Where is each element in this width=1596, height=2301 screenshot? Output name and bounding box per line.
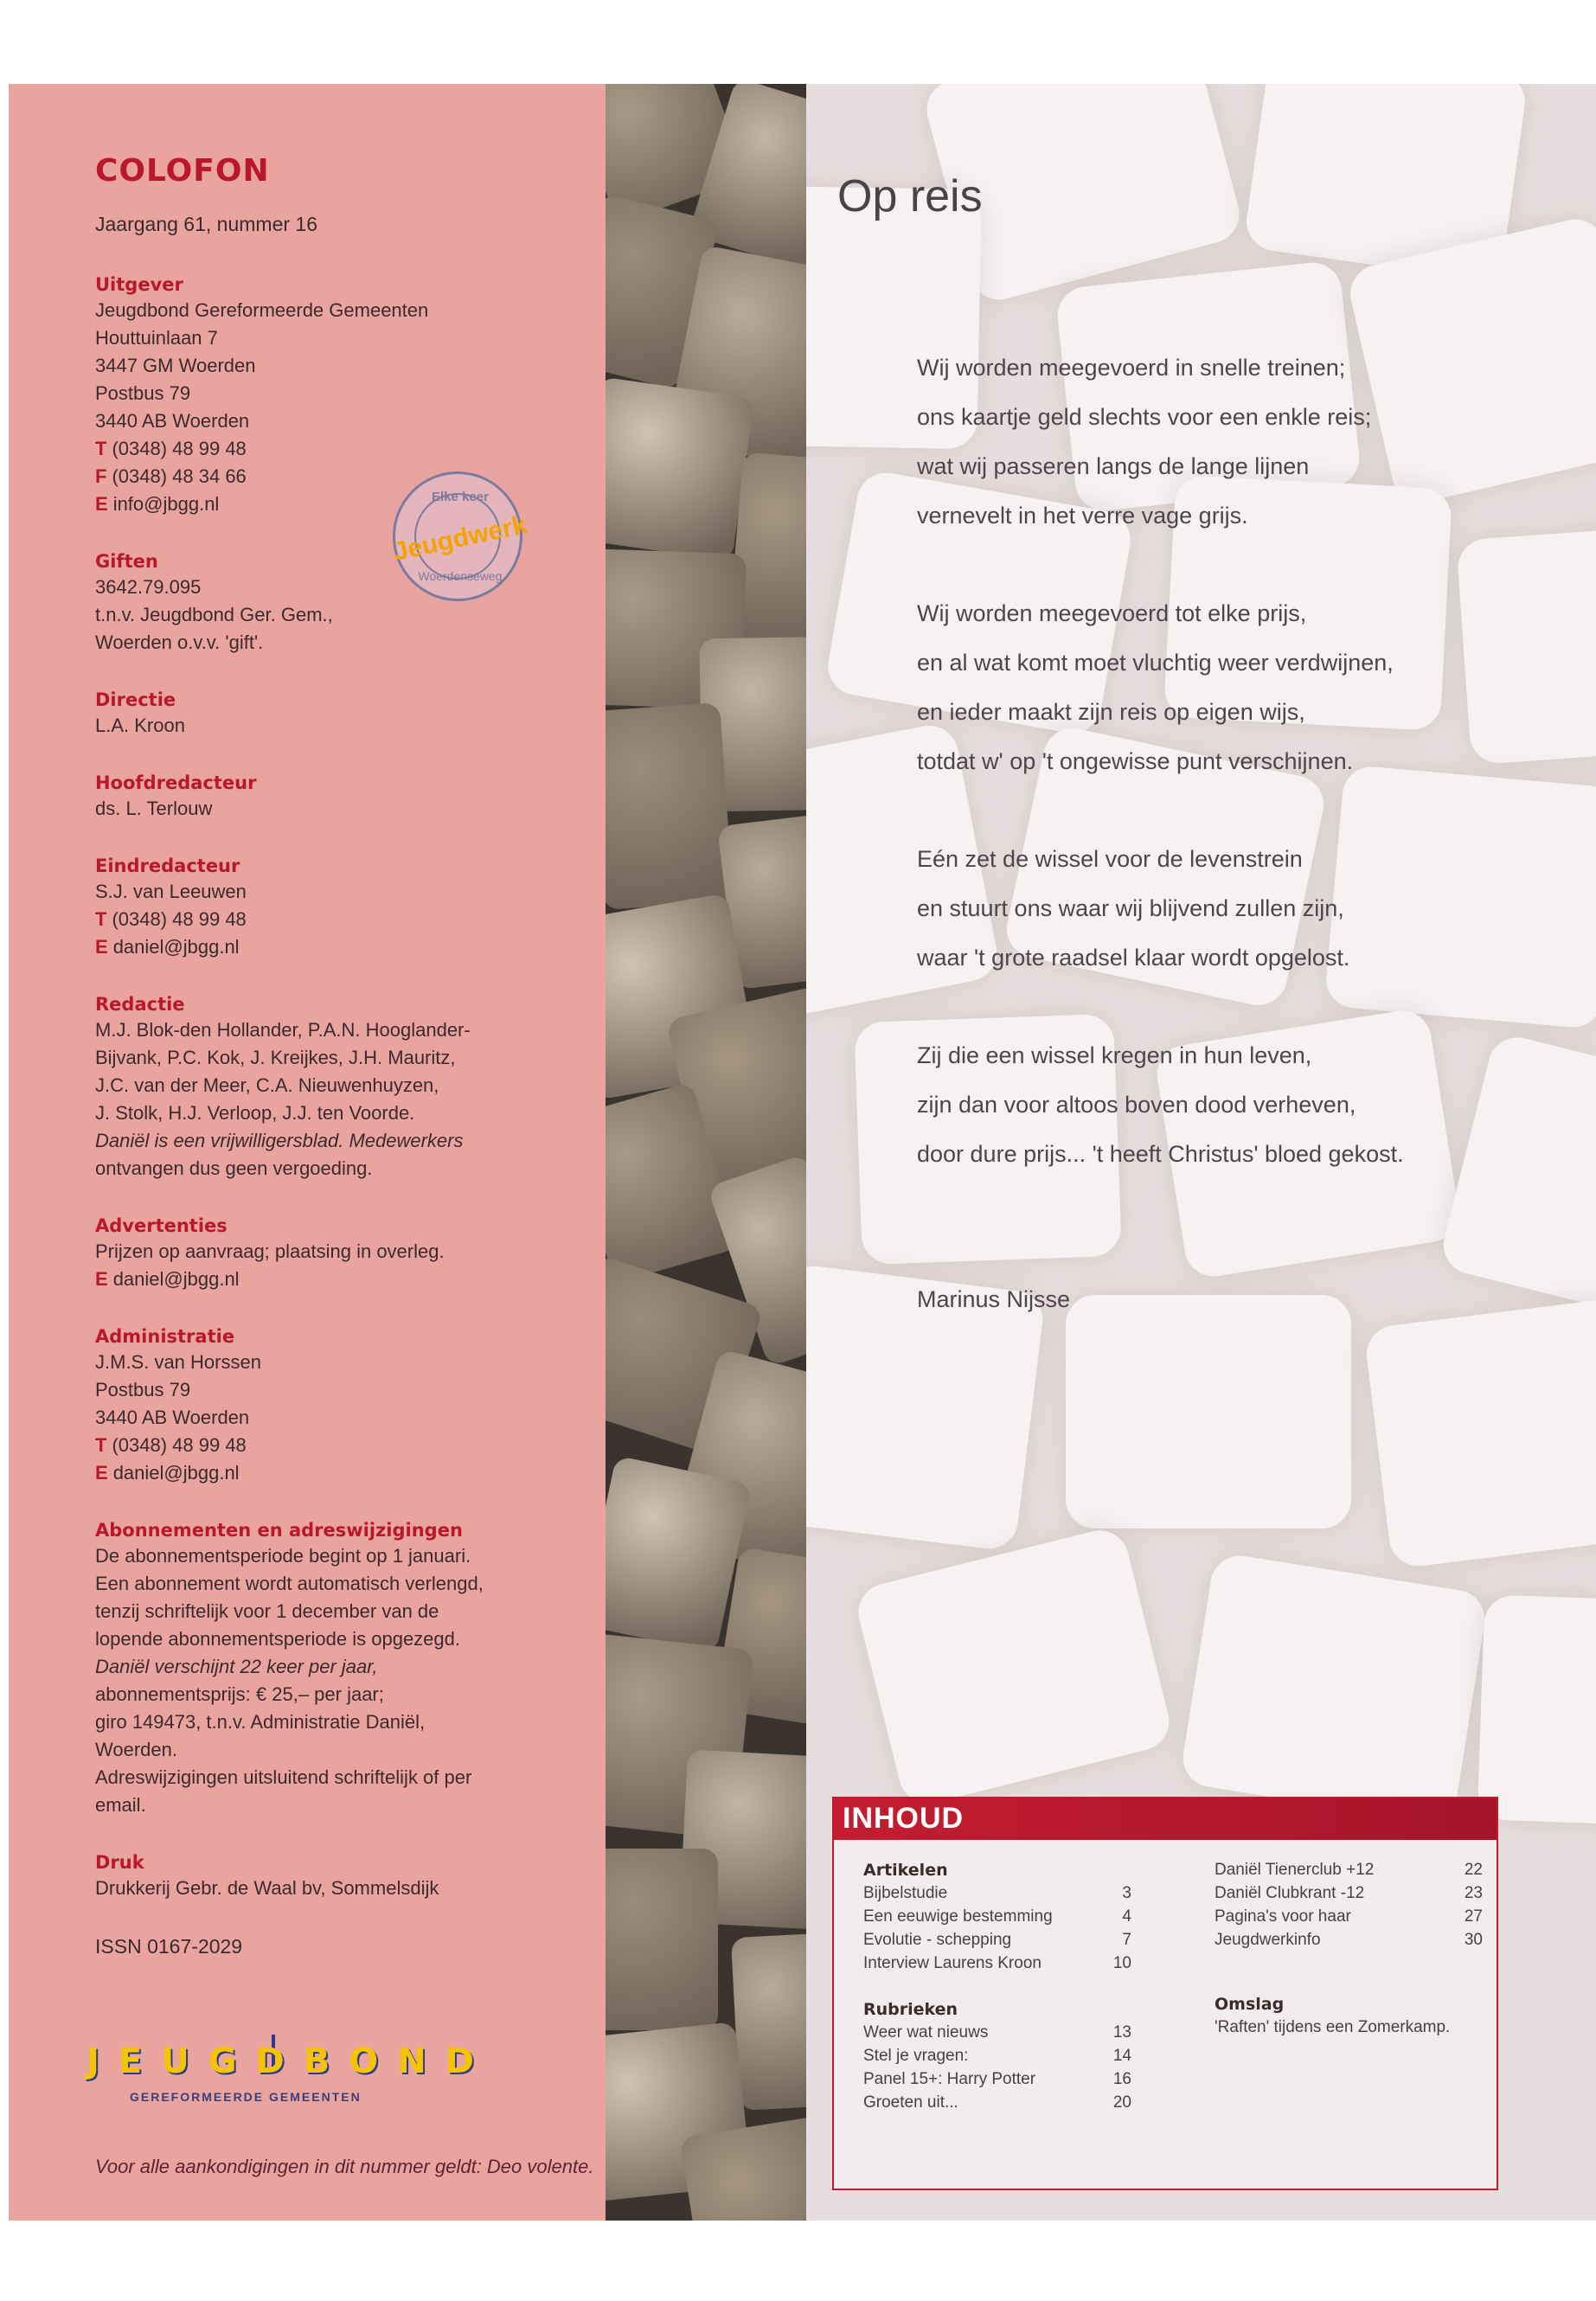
section-heading: Giften — [95, 551, 158, 572]
section-line — [95, 1127, 571, 1155]
line-text: Bijvank, P.C. Kok, J. Kreijkes, J.H. Mauritz, — [95, 1047, 456, 1068]
section-line — [95, 297, 571, 324]
toc-entry-page: 16 — [1112, 2070, 1131, 2088]
section-line — [95, 795, 571, 823]
toc-entry — [1215, 1884, 1483, 1907]
toc-entry — [863, 1954, 1131, 1977]
section-line — [95, 1155, 571, 1183]
section-line — [95, 1791, 571, 1819]
line-text: M.J. Blok-den Hollander, P.A.N. Hooglander- — [95, 1019, 471, 1041]
section-line — [95, 407, 571, 435]
line-text: t.n.v. Jeugdbond Ger. Gem., — [95, 604, 333, 625]
contact-prefix: F — [95, 465, 107, 487]
toc-entry-page: 4 — [1122, 1907, 1131, 1926]
poem-line: waar 't grote raadsel klaar wordt opgelost. — [917, 945, 1350, 971]
poem-line: ons kaartje geld slechts voor een enkle reis; — [917, 404, 1372, 430]
section-line — [95, 1238, 571, 1266]
toc-entry-title: Een eeuwige bestemming — [863, 1907, 1053, 1926]
table-of-contents — [832, 1797, 1498, 2190]
contact-prefix: E — [95, 493, 108, 515]
toc-entry-page: 10 — [1112, 1954, 1131, 1972]
line-text: Postbus 79 — [95, 382, 191, 404]
inhoud-title: INHOUD — [834, 1798, 1497, 1840]
section-heading: Abonnementen en adreswijzigingen — [95, 1520, 463, 1541]
line-text: Woerden. — [95, 1739, 177, 1760]
granite-stone — [606, 1849, 718, 2030]
granite-stone — [606, 376, 754, 561]
jeugdwerk-stamp-logo — [390, 471, 529, 601]
rubrieken-heading: Rubrieken — [863, 2000, 958, 2019]
line-text: Daniël is een vrijwilligersblad. Medewerkers — [95, 1130, 464, 1151]
section-line — [95, 629, 571, 657]
line-text: Prijzen op aanvraag; plaatsing in overleg. — [95, 1240, 445, 1262]
toc-entry-title: Groeten uit... — [863, 2093, 958, 2112]
stamp-ring-top-text: Elke keer — [432, 490, 489, 504]
poem-line: totdat w' op 't ongewisse punt verschijnen. — [917, 748, 1354, 774]
poem-line: Wij worden meegevoerd in snelle treinen; — [917, 355, 1346, 381]
jaargang-line: Jaargang 61, nummer 16 — [95, 213, 317, 235]
section-line — [95, 380, 571, 407]
poem-page — [806, 84, 1596, 2221]
toc-entry — [863, 2093, 1131, 2117]
colofon-section — [95, 856, 571, 961]
section-line — [95, 933, 571, 961]
poem-stanza — [917, 835, 1574, 983]
toc-entry-title: Bijbelstudie — [863, 1884, 948, 1902]
poem-line: en ieder maakt zijn reis op eigen wijs, — [917, 699, 1305, 725]
line-text: giro 149473, t.n.v. Administratie Daniël, — [95, 1711, 426, 1733]
colofon-section — [95, 1852, 571, 1902]
line-text: Houttuinlaan 7 — [95, 327, 218, 349]
granite-stone — [731, 1932, 806, 2111]
poem-line: Eén zet de wissel voor de levenstrein — [917, 846, 1303, 872]
toc-entry-title: Panel 15+: Harry Potter — [863, 2070, 1036, 2088]
line-text: Jeugdbond Gereformeerde Gemeenten — [95, 299, 429, 321]
section-heading: Advertenties — [95, 1215, 228, 1236]
line-text: J. Stolk, H.J. Verloop, J.J. ten Voorde. — [95, 1102, 415, 1124]
logo-subtitle: GEREFORMEERDE GEMEENTEN — [130, 2090, 362, 2104]
toc-entry-title: Weer wat nieuws — [863, 2023, 989, 2041]
section-heading: Administratie — [95, 1326, 235, 1347]
section-line — [95, 906, 571, 933]
line-text: (0348) 48 99 48 — [112, 908, 247, 930]
line-text: 3440 AB Woerden — [95, 410, 250, 432]
contact-prefix: E — [95, 1268, 108, 1290]
toc-entry-title: Pagina's voor haar — [1215, 1907, 1351, 1926]
poem-line: en al wat komt moet vluchtig weer verdwijnen, — [917, 650, 1394, 676]
poem-stanza — [917, 589, 1574, 786]
section-line — [95, 1404, 571, 1432]
stamp-ring-bottom-text: Woerdenseweg — [418, 569, 503, 583]
toc-entry — [1215, 1907, 1483, 1931]
section-line — [95, 435, 571, 463]
line-text: L.A. Kroon — [95, 715, 185, 736]
omslag-text: 'Raften' tijdens een Zomerkamp. — [1215, 2018, 1451, 2036]
colofon-section — [95, 1215, 571, 1293]
stamp-word: Jeugdwerk — [390, 510, 529, 567]
poem-stanza — [917, 343, 1574, 541]
section-line — [95, 1266, 571, 1293]
section-line — [95, 1044, 571, 1072]
poem-title: Op reis — [837, 171, 983, 221]
section-line — [95, 352, 571, 380]
line-text: daniel@jbgg.nl — [112, 1462, 240, 1484]
section-line — [95, 1072, 571, 1099]
stone-photo-strip — [606, 84, 806, 2221]
section-line — [95, 1459, 571, 1487]
poem-stanza — [917, 1031, 1574, 1179]
section-line — [95, 1708, 571, 1736]
toc-entry-page: 23 — [1464, 1884, 1483, 1902]
line-text: J.C. van der Meer, C.A. Nieuwenhuyzen, — [95, 1074, 439, 1096]
toc-entry-page: 30 — [1464, 1931, 1483, 1949]
section-line — [95, 1099, 571, 1127]
section-line — [95, 1542, 571, 1570]
toc-entry — [863, 2023, 1131, 2047]
line-text: 3440 AB Woerden — [95, 1407, 250, 1428]
colofon-title: COLOFON — [95, 153, 270, 189]
section-line — [95, 1764, 571, 1791]
toc-entry — [1215, 1861, 1483, 1884]
toc-entry-page: 22 — [1464, 1861, 1483, 1879]
logo-letters: JEUGDBOND — [87, 2041, 493, 2081]
line-text: daniel@jbgg.nl — [112, 936, 240, 958]
toc-entry — [863, 2047, 1131, 2070]
line-text: ds. L. Terlouw — [95, 798, 213, 819]
toc-entry — [863, 1884, 1131, 1907]
line-text: ontvangen dus geen vergoeding. — [95, 1157, 373, 1179]
line-text: lopende abonnementsperiode is opgezegd. — [95, 1628, 460, 1650]
contact-prefix: E — [95, 936, 108, 958]
colofon-section — [95, 994, 571, 1183]
deo-volente-note: Voor alle aankondigingen in dit nummer geldt: Deo volente. — [95, 2156, 594, 2177]
section-line — [95, 324, 571, 352]
line-text: Drukkerij Gebr. de Waal bv, Sommelsdijk — [95, 1877, 439, 1899]
line-text: Woerden o.v.v. 'gift'. — [95, 631, 264, 653]
line-text: 3447 GM Woerden — [95, 355, 256, 376]
toc-column-left — [863, 1861, 1131, 2117]
section-line — [95, 1653, 571, 1681]
cobblestone — [1179, 1552, 1489, 1826]
toc-entry — [1215, 1931, 1483, 1954]
toc-entry-page: 14 — [1112, 2047, 1131, 2065]
contact-prefix: T — [95, 1434, 107, 1456]
colofon-section — [95, 772, 571, 823]
poem-line: en stuurt ons waar wij blijvend zullen zijn, — [917, 895, 1344, 921]
section-heading: Druk — [95, 1852, 144, 1873]
toc-entry-title: Daniël Tienerclub +12 — [1215, 1861, 1375, 1879]
line-text: (0348) 48 34 66 — [112, 465, 247, 487]
poem-body — [917, 343, 1574, 1227]
toc-entry-page: 20 — [1112, 2093, 1131, 2112]
line-text: Adreswijzigingen uitsluitend schriftelijk of per — [95, 1766, 472, 1788]
contact-prefix: T — [95, 438, 107, 459]
colofon-column — [9, 84, 606, 2221]
line-text: 3642.79.095 — [95, 576, 202, 598]
line-text: S.J. van Leeuwen — [95, 881, 247, 902]
cobblestone — [852, 1524, 1175, 1810]
overig-list — [1215, 1861, 1483, 1954]
poem-line: vernevelt in het verre vage grijs. — [917, 503, 1248, 529]
toc-entry-title: Daniël Clubkrant -12 — [1215, 1884, 1365, 1902]
line-text: info@jbgg.nl — [112, 493, 220, 515]
poem-line: zijn dan voor altoos boven dood verheven, — [917, 1092, 1356, 1118]
artikelen-heading: Artikelen — [863, 1861, 948, 1880]
toc-entry-page: 27 — [1464, 1907, 1483, 1926]
toc-entry — [863, 1907, 1131, 1931]
cobblestone — [1477, 1594, 1596, 1826]
section-line — [95, 1625, 571, 1653]
poem-author: Marinus Nijsse — [917, 1286, 1071, 1312]
issn: ISSN 0167-2029 — [95, 1935, 243, 1958]
section-line — [95, 1432, 571, 1459]
toc-entry-title: Evolutie - schepping — [863, 1931, 1012, 1949]
cobblestone — [1066, 1295, 1351, 1529]
toc-entry — [863, 2070, 1131, 2093]
section-heading: Eindredacteur — [95, 856, 240, 876]
section-heading: Redactie — [95, 994, 185, 1015]
poem-line: Wij worden meegevoerd tot elke prijs, — [917, 600, 1307, 626]
section-heading: Uitgever — [95, 274, 183, 295]
toc-entry — [863, 1931, 1131, 1954]
line-text: tenzij schriftelijk voor 1 december van de — [95, 1600, 439, 1622]
colofon-section — [95, 274, 571, 518]
granite-stone — [606, 702, 734, 910]
line-text: Postbus 79 — [95, 1379, 191, 1400]
line-text: De abonnementsperiode begint op 1 januari. — [95, 1545, 471, 1567]
toc-entry-page: 13 — [1112, 2023, 1131, 2041]
toc-entry-page: 7 — [1122, 1931, 1131, 1949]
section-heading: Directie — [95, 689, 176, 710]
rubrieken-list — [863, 2023, 1131, 2117]
line-text: daniel@jbgg.nl — [112, 1268, 240, 1290]
section-line — [95, 1349, 571, 1376]
section-line — [95, 1681, 571, 1708]
section-line — [95, 1875, 571, 1902]
section-line — [95, 878, 571, 906]
line-text: email. — [95, 1794, 146, 1816]
omslag-heading: Omslag — [1215, 1995, 1285, 2014]
section-line — [95, 1016, 571, 1044]
poem-line: Zij die een wissel kregen in hun leven, — [917, 1042, 1312, 1068]
poem-line: wat wij passeren langs de lange lijnen — [917, 453, 1310, 479]
section-line — [95, 1736, 571, 1764]
cobblestone — [1363, 1298, 1596, 1569]
toc-entry-title: Stel je vragen: — [863, 2047, 969, 2065]
toc-entry-page: 3 — [1122, 1884, 1131, 1902]
colofon-section — [95, 1520, 571, 1819]
contact-prefix: T — [95, 908, 107, 930]
artikelen-list — [863, 1884, 1131, 1977]
line-text: Een abonnement wordt automatisch verlengd, — [95, 1573, 484, 1594]
section-line — [95, 712, 571, 740]
toc-entry-title: Interview Laurens Kroon — [863, 1954, 1042, 1972]
section-line — [95, 601, 571, 629]
poem-line: door dure prijs... 't heeft Christus' bloed gekost. — [917, 1141, 1404, 1167]
section-heading: Hoofdredacteur — [95, 772, 257, 793]
section-line — [95, 1598, 571, 1625]
section-line — [95, 1570, 571, 1598]
line-text: J.M.S. van Horssen — [95, 1351, 261, 1373]
toc-entry-title: Jeugdwerkinfo — [1215, 1931, 1321, 1949]
contact-prefix: E — [95, 1462, 108, 1484]
toc-column-right — [1215, 1861, 1483, 2041]
line-text: abonnementsprijs: € 25,– per jaar; — [95, 1683, 384, 1705]
jeugdbond-logo — [87, 2041, 493, 2119]
line-text: (0348) 48 99 48 — [112, 438, 247, 459]
line-text: Daniël verschijnt 22 keer per jaar, — [95, 1656, 378, 1677]
line-text: (0348) 48 99 48 — [112, 1434, 247, 1456]
colofon-section — [95, 1326, 571, 1487]
colofon-section — [95, 689, 571, 740]
section-line — [95, 1376, 571, 1404]
